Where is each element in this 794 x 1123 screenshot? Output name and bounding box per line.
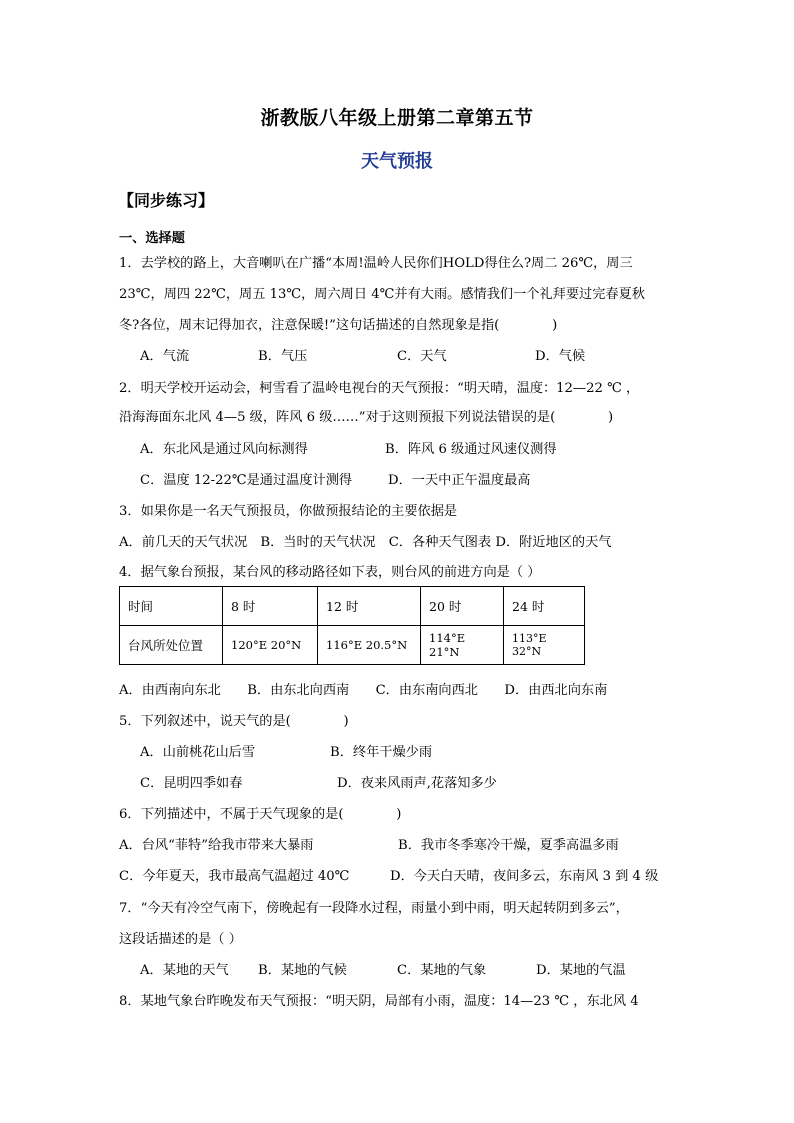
question-2-option-d: D．一天中正午温度最高	[388, 473, 531, 488]
question-5-option-b: B．终年干燥少雨	[330, 745, 433, 760]
question-5-line-1: 5．下列叙述中，说天气的是( )	[119, 714, 349, 729]
table-row	[120, 626, 585, 665]
table-cell: 120°E 20°N	[223, 626, 318, 665]
question-5-option-d: D．夜来风雨声,花落知多少	[337, 776, 497, 791]
table-cell: 24 时	[504, 587, 585, 626]
table-cell: 台风所处位置	[120, 626, 223, 665]
question-1-line-1: 1．去学校的路上，大音喇叭在广播“本周!温岭人民你们HOLD得住么?周二 26℃，周三	[119, 256, 633, 271]
question-2-line-1: 2．明天学校开运动会，柯雪看了温岭电视台的天气预报：“明天晴，温度：12—22 ℃ ，	[119, 381, 640, 396]
typhoon-path-table	[119, 586, 585, 665]
question-2-option-c: C．温度 12-22℃是通过温度计测得	[140, 473, 353, 488]
question-6-option-a: A．台风“菲特”给我市带来大暴雨	[119, 838, 314, 853]
question-2-option-a: A．东北风是通过风向标测得	[140, 442, 308, 457]
question-7-option-d: D．某地的气温	[536, 963, 626, 978]
question-1-option-d: D．气候	[535, 349, 586, 364]
question-6-option-c: C．今年夏天，我市最高气温超过 40℃	[119, 869, 350, 884]
question-8-line-1: 8．某地气象台昨晚发布天气预报：“明天阴，局部有小雨，温度：14—23 ℃ ，东北风 4	[119, 994, 639, 1009]
question-1-option-a: A．气流	[140, 349, 190, 364]
lesson-subtitle: 天气预报	[361, 151, 433, 172]
question-2-line-2: 沿海海面东北风 4—5 级，阵风 6 级……”对于这则预报下列说法错误的是( )	[119, 410, 614, 425]
table-cell: 时间	[120, 587, 223, 626]
question-1-option-b: B．气压	[258, 349, 308, 364]
question-4-options: A．由西南向东北 B．由东北向西南 C．由东南向西北 D．由西北向东南	[119, 683, 608, 698]
question-7-option-a: A．某地的天气	[140, 963, 229, 978]
question-3-line-1: 3．如果你是一名天气预报员，你做预报结论的主要依据是	[119, 504, 458, 519]
table-cell: 12 时	[318, 587, 421, 626]
question-2-option-b: B．阵风 6 级通过风速仪测得	[385, 442, 557, 457]
question-7-option-c: C．某地的气象	[397, 963, 487, 978]
question-7-option-b: B．某地的气候	[258, 963, 347, 978]
question-5-option-a: A．山前桃花山后雪	[140, 745, 256, 760]
question-6-line-1: 6．下列描述中，不属于天气现象的是( )	[119, 807, 402, 822]
table-cell: 20 时	[421, 587, 504, 626]
question-4-line-1: 4．据气象台预报，某台风的移动路径如下表，则台风的前进方向是（ ）	[119, 565, 541, 580]
question-7-line-1: 7．“今天有冷空气南下，傍晚起有一段降水过程，雨量小到中雨，明天起转阴到多云”，	[119, 901, 629, 916]
question-6-option-d: D．今天白天晴，夜间多云，东南风 3 到 4 级	[390, 869, 659, 884]
question-3-options: A．前几天的天气状况 B．当时的天气状况 C．各种天气图表 D．附近地区的天气	[119, 535, 612, 550]
part-heading: 一、选择题	[119, 231, 185, 246]
question-6-option-b: B．我市冬季寒冷干燥，夏季高温多雨	[398, 838, 619, 853]
section-heading: 【同步练习】	[118, 191, 215, 210]
table-cell: 113°E 32°N	[504, 626, 585, 665]
question-1-line-2: 23℃，周四 22℃，周五 13℃，周六周日 4℃并有大雨。感情我们一个礼拜要过完春夏秋	[119, 287, 645, 302]
table-cell: 114°E 21°N	[421, 626, 504, 665]
question-5-option-c: C．昆明四季如春	[140, 776, 243, 791]
table-cell: 8 时	[223, 587, 318, 626]
question-7-line-2: 这段话描述的是（ ）	[119, 932, 242, 947]
table-cell: 116°E 20.5°N	[318, 626, 421, 665]
document-title: 浙教版八年级上册第二章第五节	[260, 107, 534, 129]
question-1-option-c: C．天气	[397, 349, 447, 364]
question-1-line-3: 冬?各位，周末记得加衣，注意保暖!”这句话描述的自然现象是指( )	[119, 318, 558, 333]
table-row	[120, 587, 585, 626]
